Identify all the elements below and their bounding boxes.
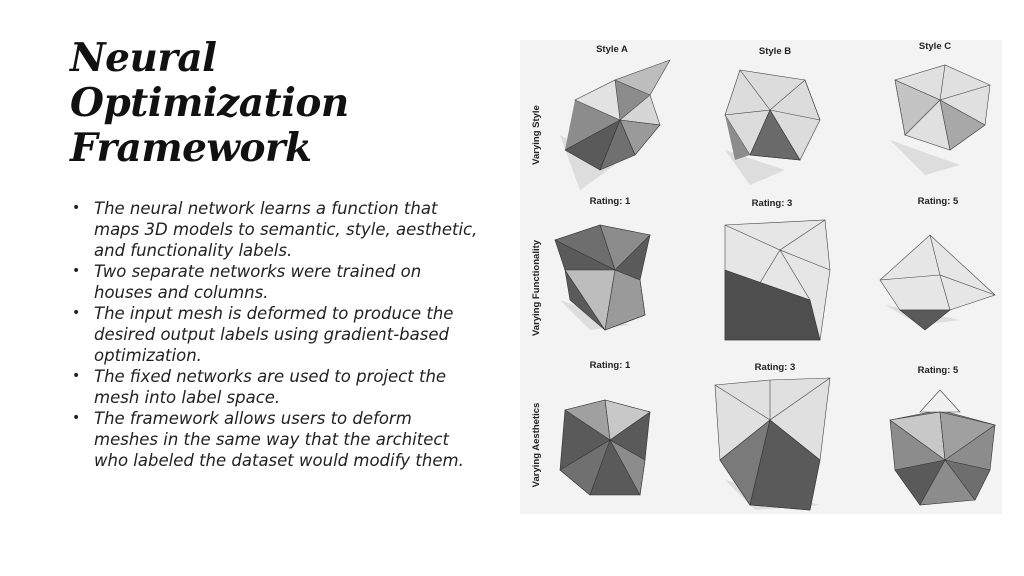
title-line: Neural — [70, 35, 217, 81]
title-line: Optimization — [70, 80, 349, 126]
bullet-item: • The input mesh is deformed to produce the desired output labels using gradient-based optimization. — [70, 303, 480, 366]
column-label: Rating: 1 — [589, 196, 631, 207]
column-label: Rating: 3 — [751, 198, 793, 209]
column-label: Style C — [918, 41, 952, 52]
row-label: Varying Style — [531, 105, 542, 165]
title-line: Framework — [70, 125, 312, 171]
column-label: Rating: 1 — [589, 360, 631, 371]
mesh-render — [555, 225, 650, 330]
column-label: Rating: 5 — [917, 365, 959, 376]
mesh-figure — [520, 40, 1002, 514]
mesh-grid-svg — [520, 40, 1002, 514]
bullet-list — [70, 198, 480, 471]
row-label: Varying Functionality — [531, 239, 542, 337]
bullet-item: • The framework allows users to deform meshes in the same way that the architect who labeled the dataset would modify them. — [70, 408, 480, 471]
mesh-render — [890, 390, 995, 505]
mesh-render — [560, 60, 670, 190]
column-label: Style B — [758, 46, 792, 57]
mesh-render — [880, 235, 995, 330]
bullet-item: • The fixed networks are used to project the mesh into label space. — [70, 366, 480, 408]
mesh-render — [725, 70, 820, 185]
mesh-render — [725, 220, 830, 340]
column-label: Rating: 5 — [917, 196, 959, 207]
column-label: Rating: 3 — [754, 362, 796, 373]
column-label: Style A — [596, 44, 628, 55]
bullet-item: • The neural network learns a function that maps 3D models to semantic, style, aesthetic, and functionality labels. — [70, 198, 480, 261]
bullet-item: • Two separate networks were trained on houses and columns. — [70, 261, 480, 303]
row-label: Varying Aesthetics — [531, 402, 542, 488]
mesh-render — [890, 65, 990, 175]
mesh-render — [715, 378, 830, 510]
slide-title — [70, 36, 470, 171]
mesh-render — [560, 400, 650, 495]
